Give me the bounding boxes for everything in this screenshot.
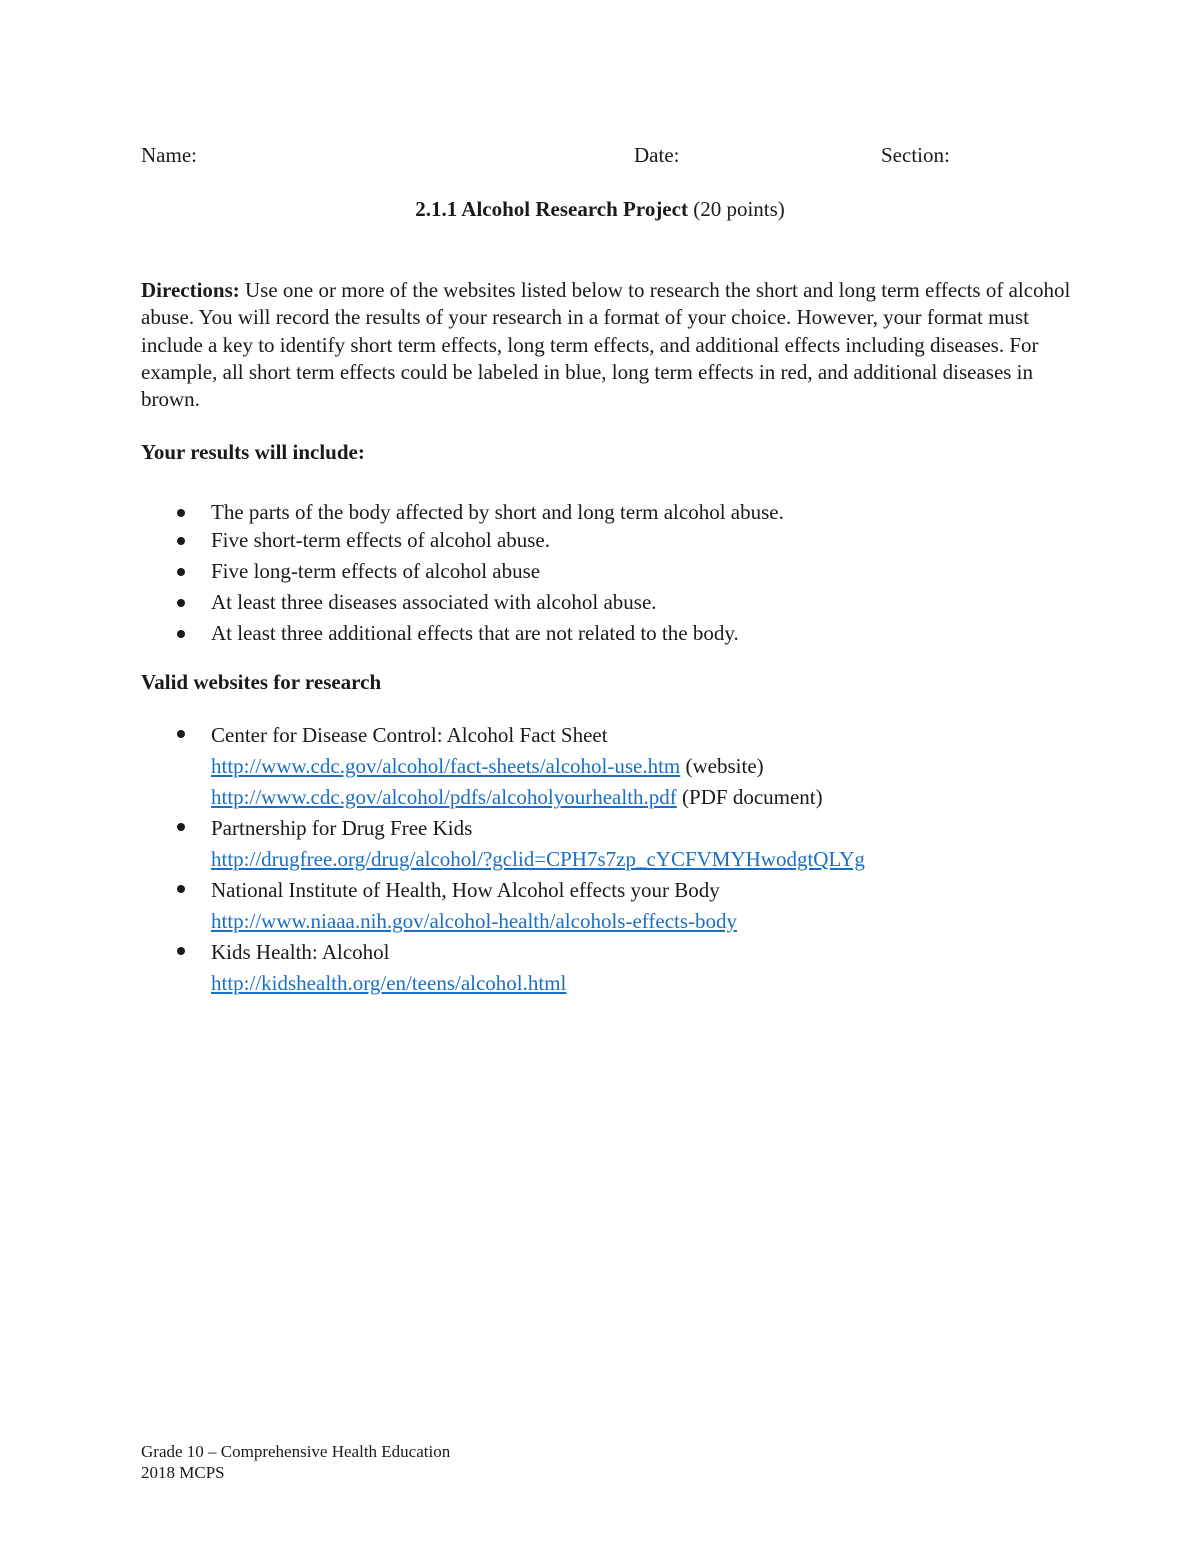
website-title: Kids Health: Alcohol [211, 940, 390, 964]
websites-list [141, 720, 1041, 999]
cdc-pdf-link[interactable]: http://www.cdc.gov/alcohol/pdfs/alcoholyourhealth.pdf [211, 785, 677, 809]
website-title: Center for Disease Control: Alcohol Fact Sheet [211, 723, 608, 747]
list-item: Five short-term effects of alcohol abuse. [141, 527, 1041, 558]
list-item: Five long-term effects of alcohol abuse [141, 558, 1041, 589]
list-item: At least three additional effects that are not related to the body. [141, 620, 1041, 651]
name-label: Name: [141, 143, 197, 167]
section-label: Section: [881, 143, 950, 167]
website-item-kidshealth [141, 937, 1041, 999]
student-info-row [141, 143, 1041, 171]
niaaa-link[interactable]: http://www.niaaa.nih.gov/alcohol-health/alcohols-effects-body [211, 909, 738, 933]
drugfree-link[interactable]: http://drugfree.org/drug/alcohol/?gclid=CPH7s7zp_cYCFVMYHwodgtQLYg [211, 847, 865, 871]
results-list [141, 499, 1041, 651]
cdc-fact-sheet-link[interactable]: http://www.cdc.gov/alcohol/fact-sheets/alcohol-use.htm [211, 754, 681, 778]
website-title: National Institute of Health, How Alcohol effects your Body [211, 878, 720, 902]
page-footer [141, 1441, 450, 1483]
website-item-drugfree [141, 813, 1041, 875]
footer-course: Grade 10 – Comprehensive Health Education [141, 1442, 451, 1461]
directions-text: Use one or more of the websites listed below to research the short and long term effects of alcohol abuse. You will record the results of your research in a format of your choice. However, your format must include a key to identify short term effects, long term effects, and additional effects including diseases. For example, all short term effects could be labeled in blue, long term effects in red, and additional diseases in brown. [141, 278, 1071, 412]
website-item-nih [141, 875, 1041, 937]
websites-heading: Valid websites for research [141, 670, 382, 694]
link-note: (website) [680, 754, 764, 778]
title-main: 2.1.1 Alcohol Research Project [415, 197, 688, 221]
footer-year: 2018 MCPS [141, 1463, 225, 1482]
list-item: At least three diseases associated with alcohol abuse. [141, 589, 1041, 620]
directions-label: Directions: [141, 278, 240, 302]
date-label: Date: [634, 143, 680, 167]
page-title [0, 197, 1200, 222]
website-item-cdc [141, 720, 1041, 813]
link-note: (PDF document) [676, 785, 823, 809]
kidshealth-link[interactable]: http://kidshealth.org/en/teens/alcohol.html [211, 971, 567, 995]
title-points: (20 points) [687, 197, 785, 221]
directions-paragraph [141, 277, 1071, 413]
results-heading: Your results will include: [141, 440, 365, 464]
website-title: Partnership for Drug Free Kids [211, 816, 473, 840]
list-item: The parts of the body affected by short and long term alcohol abuse. [141, 499, 1041, 527]
